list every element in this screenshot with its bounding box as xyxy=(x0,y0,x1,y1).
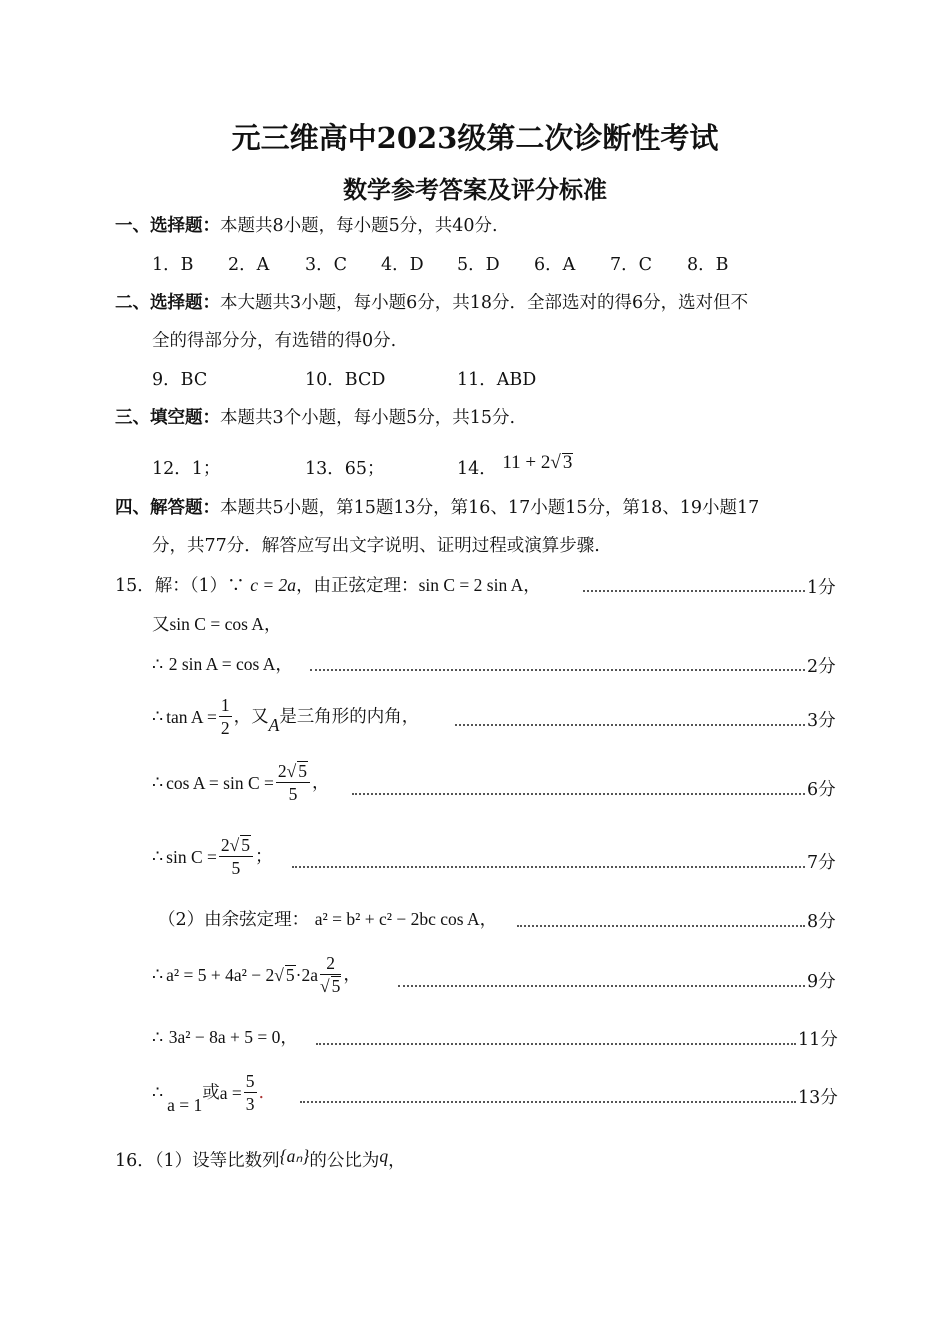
q15-step-4-text-2: 是三角形的内角， xyxy=(279,706,420,727)
radicand: 5 xyxy=(298,761,307,781)
therefore-symbol: ∴ xyxy=(152,655,164,675)
therefore-symbol: ∴ xyxy=(152,1028,164,1048)
section-1-heading xyxy=(115,214,498,238)
fraction-numerator: 2 xyxy=(320,952,341,975)
section-2-answer-11: 11．ABD xyxy=(457,370,537,390)
section-2-desc-1: 本大题共3小题，每小题6分，共18分．全部选对的得6分，选对但不 xyxy=(220,293,749,313)
leader-dots xyxy=(517,925,805,927)
score-3: 3分 xyxy=(807,711,836,731)
therefore-symbol: ∴ xyxy=(152,772,164,793)
score-9: 13分 xyxy=(798,1088,838,1108)
coefficient: 2 xyxy=(277,761,287,781)
section-2-answer-10: 10．BCD xyxy=(305,370,386,390)
therefore-symbol: ∴ xyxy=(152,1082,164,1103)
page-subtitle: 数学参考答案及评分标准 xyxy=(343,175,607,204)
section-1-answer-7: 7．C xyxy=(610,255,653,275)
section-1-answer-3: 3．C xyxy=(305,255,348,275)
fraction-denominator: 5 xyxy=(231,858,241,878)
section-3-answer-13: 13．65； xyxy=(305,459,385,479)
score-2: 2分 xyxy=(807,657,836,677)
section-1-answer-5: 5．D xyxy=(457,255,500,275)
q15-step-8: ∴ a² = 5 + 4a² − 2 √ 5 ·2a $\frac{2}{√ 5}$ ， xyxy=(152,953,361,996)
q15-step-2-text: 又 xyxy=(152,615,170,635)
section-1-desc: 本题共8小题，每小题5分，共40分. xyxy=(220,216,498,236)
section-3-answer-14 xyxy=(457,452,573,481)
fraction-denominator: 3 xyxy=(245,1094,255,1114)
leader-dots xyxy=(398,985,805,987)
fraction-five-thirds xyxy=(244,1070,257,1115)
q15-root-2-label: a = xyxy=(219,1082,242,1103)
section-1-answer-1: 1．B xyxy=(152,255,194,275)
fraction-denominator: 5 xyxy=(288,784,298,804)
section-2-answer-9: 9．BC xyxy=(152,370,208,390)
q15-step-10: ∴ a = 1 或 a = $\frac{5}{3}$ . xyxy=(152,1071,265,1115)
score-8: 11分 xyxy=(798,1030,838,1050)
answer-14-label: 14． xyxy=(457,459,497,479)
score-5: 7分 xyxy=(807,853,836,873)
score-7: 9分 xyxy=(807,972,836,992)
leader-dots xyxy=(455,724,805,726)
q15-step-8-expr: a² = 5 + 4a² − 2 xyxy=(166,964,275,985)
section-2-heading xyxy=(115,291,748,315)
q16-ratio-var: q xyxy=(379,1146,389,1166)
leader-dots xyxy=(292,866,805,868)
section-1-answer-8: 8．B xyxy=(687,255,729,275)
score-1: 1分 xyxy=(807,578,836,598)
q16-head: 16．（1）设等比数列 xyxy=(115,1151,280,1171)
section-2-label: 二、选择题： xyxy=(115,293,220,313)
fraction-numerator: 1 xyxy=(220,695,230,715)
q15-step-8-expr-2: ·2a xyxy=(295,964,318,985)
q15-step-5-expr: cos A = sin C = xyxy=(166,772,274,793)
answer-14-term: 11 + 2 xyxy=(502,452,551,473)
q15-step-7: （2）由余弦定理： a² = b² + c² − 2bc cos A， xyxy=(158,909,498,930)
q15-head: 15．解：（1）∵ xyxy=(115,576,245,596)
leader-dots xyxy=(310,669,805,671)
section-3-heading xyxy=(115,406,515,430)
section-1-answer-4: 4．D xyxy=(381,255,424,275)
section-3-answer-12: 12．1； xyxy=(152,459,221,479)
q15-step-9: ∴ 3a² − 8a + 5 = 0， xyxy=(152,1027,298,1048)
fraction-two-over-root-five: $\frac{2}{√ 5}$ xyxy=(320,953,341,996)
section-1-label: 一、选择题： xyxy=(115,216,220,236)
leader-dots xyxy=(583,590,805,592)
q15-sine-law: sin C = 2 sin A xyxy=(418,575,524,595)
fraction-numerator: 5 xyxy=(245,1071,255,1091)
fraction-one-half xyxy=(219,694,232,739)
radicand: 5 xyxy=(285,964,295,985)
q15-step-1: 15．解：（1）∵ c = 2a，由正弦定理：sin C = 2 sin A， xyxy=(115,575,541,596)
q15-angle-var: A xyxy=(268,714,280,735)
section-1-answer-6: 6．A xyxy=(534,255,576,275)
q15-step-1-text: ，由正弦定理： xyxy=(296,576,419,596)
fraction-two-root-five-over-five: $\frac{2√ 5}{5}$ xyxy=(219,834,253,879)
q15-or-text: 或 xyxy=(202,1082,220,1103)
leader-dots xyxy=(316,1043,796,1045)
q15-step-4-expr: tan A = xyxy=(166,706,217,727)
section-3-label: 三、填空题： xyxy=(115,408,220,428)
q15-step-5: ∴ cos A = sin C = $\frac{2√ 5}{5}$ ， xyxy=(152,761,330,804)
q15-step-2-expr: sin C = cos A xyxy=(169,614,264,634)
page-title: 元三维高中2023级第二次诊断性考试 xyxy=(231,121,719,155)
section-4-label: 四、解答题： xyxy=(115,498,220,518)
q15-step-7-text: （2）由余弦定理： xyxy=(158,910,310,930)
therefore-symbol: ∴ xyxy=(152,964,164,985)
q15-cosine-law: a² = b² + c² − 2bc cos A xyxy=(314,909,480,929)
fraction-denominator: 2 xyxy=(220,718,230,738)
leader-dots xyxy=(300,1101,796,1103)
q16-text: 的公比为 xyxy=(309,1151,380,1171)
q15-step-3-expr: 2 sin A = cos A xyxy=(168,654,276,674)
therefore-symbol: ∴ xyxy=(152,846,164,867)
q16-sequence: {aₙ} xyxy=(279,1146,310,1166)
score-4: 6分 xyxy=(807,780,836,800)
radicand: 5 xyxy=(241,835,250,855)
q15-step-4 xyxy=(152,694,419,739)
therefore-symbol: ∴ xyxy=(152,706,164,727)
fraction-two-root-five-over-five: $\frac{2√ 5}{5}$ xyxy=(276,760,310,805)
section-4-heading xyxy=(115,496,759,520)
q15-root-1: a = 1 xyxy=(167,1094,203,1115)
score-6: 8分 xyxy=(807,912,836,932)
q15-quadratic: 3a² − 8a + 5 = 0 xyxy=(168,1027,281,1047)
q15-step-4-text: ，又 xyxy=(233,706,269,727)
leader-dots xyxy=(352,793,805,795)
section-4-desc-2: 分，共77分．解答应写出文字说明、证明过程或演算步骤. xyxy=(152,536,600,556)
q16-step-1: 16．（1）设等比数列{aₙ}的公比为q， xyxy=(115,1146,406,1171)
radicand: 5 xyxy=(331,976,341,996)
section-2-desc-2: 全的得部分分，有选错的得0分. xyxy=(152,331,397,351)
section-4-desc-1: 本题共5小题，第15题13分，第16、17小题15分，第18、19小题17 xyxy=(220,498,760,518)
answer-14-root: 3 xyxy=(562,452,573,473)
q15-step-6: ∴ sin C = $\frac{2√ 5}{5}$ ； xyxy=(152,835,273,878)
section-3-desc: 本题共3个小题，每小题5分，共15分. xyxy=(220,408,516,428)
q15-step-2: 又sin C = cos A， xyxy=(152,614,282,635)
q15-given: c = 2a xyxy=(250,575,297,595)
section-1-answer-2: 2．A xyxy=(228,255,270,275)
q15-step-3: ∴ 2 sin A = cos A， xyxy=(152,654,293,675)
q15-step-6-expr: sin C = xyxy=(166,846,217,867)
coefficient: 2 xyxy=(220,835,230,855)
answer-14-expr: 11 + 2√ 3 xyxy=(502,452,573,473)
